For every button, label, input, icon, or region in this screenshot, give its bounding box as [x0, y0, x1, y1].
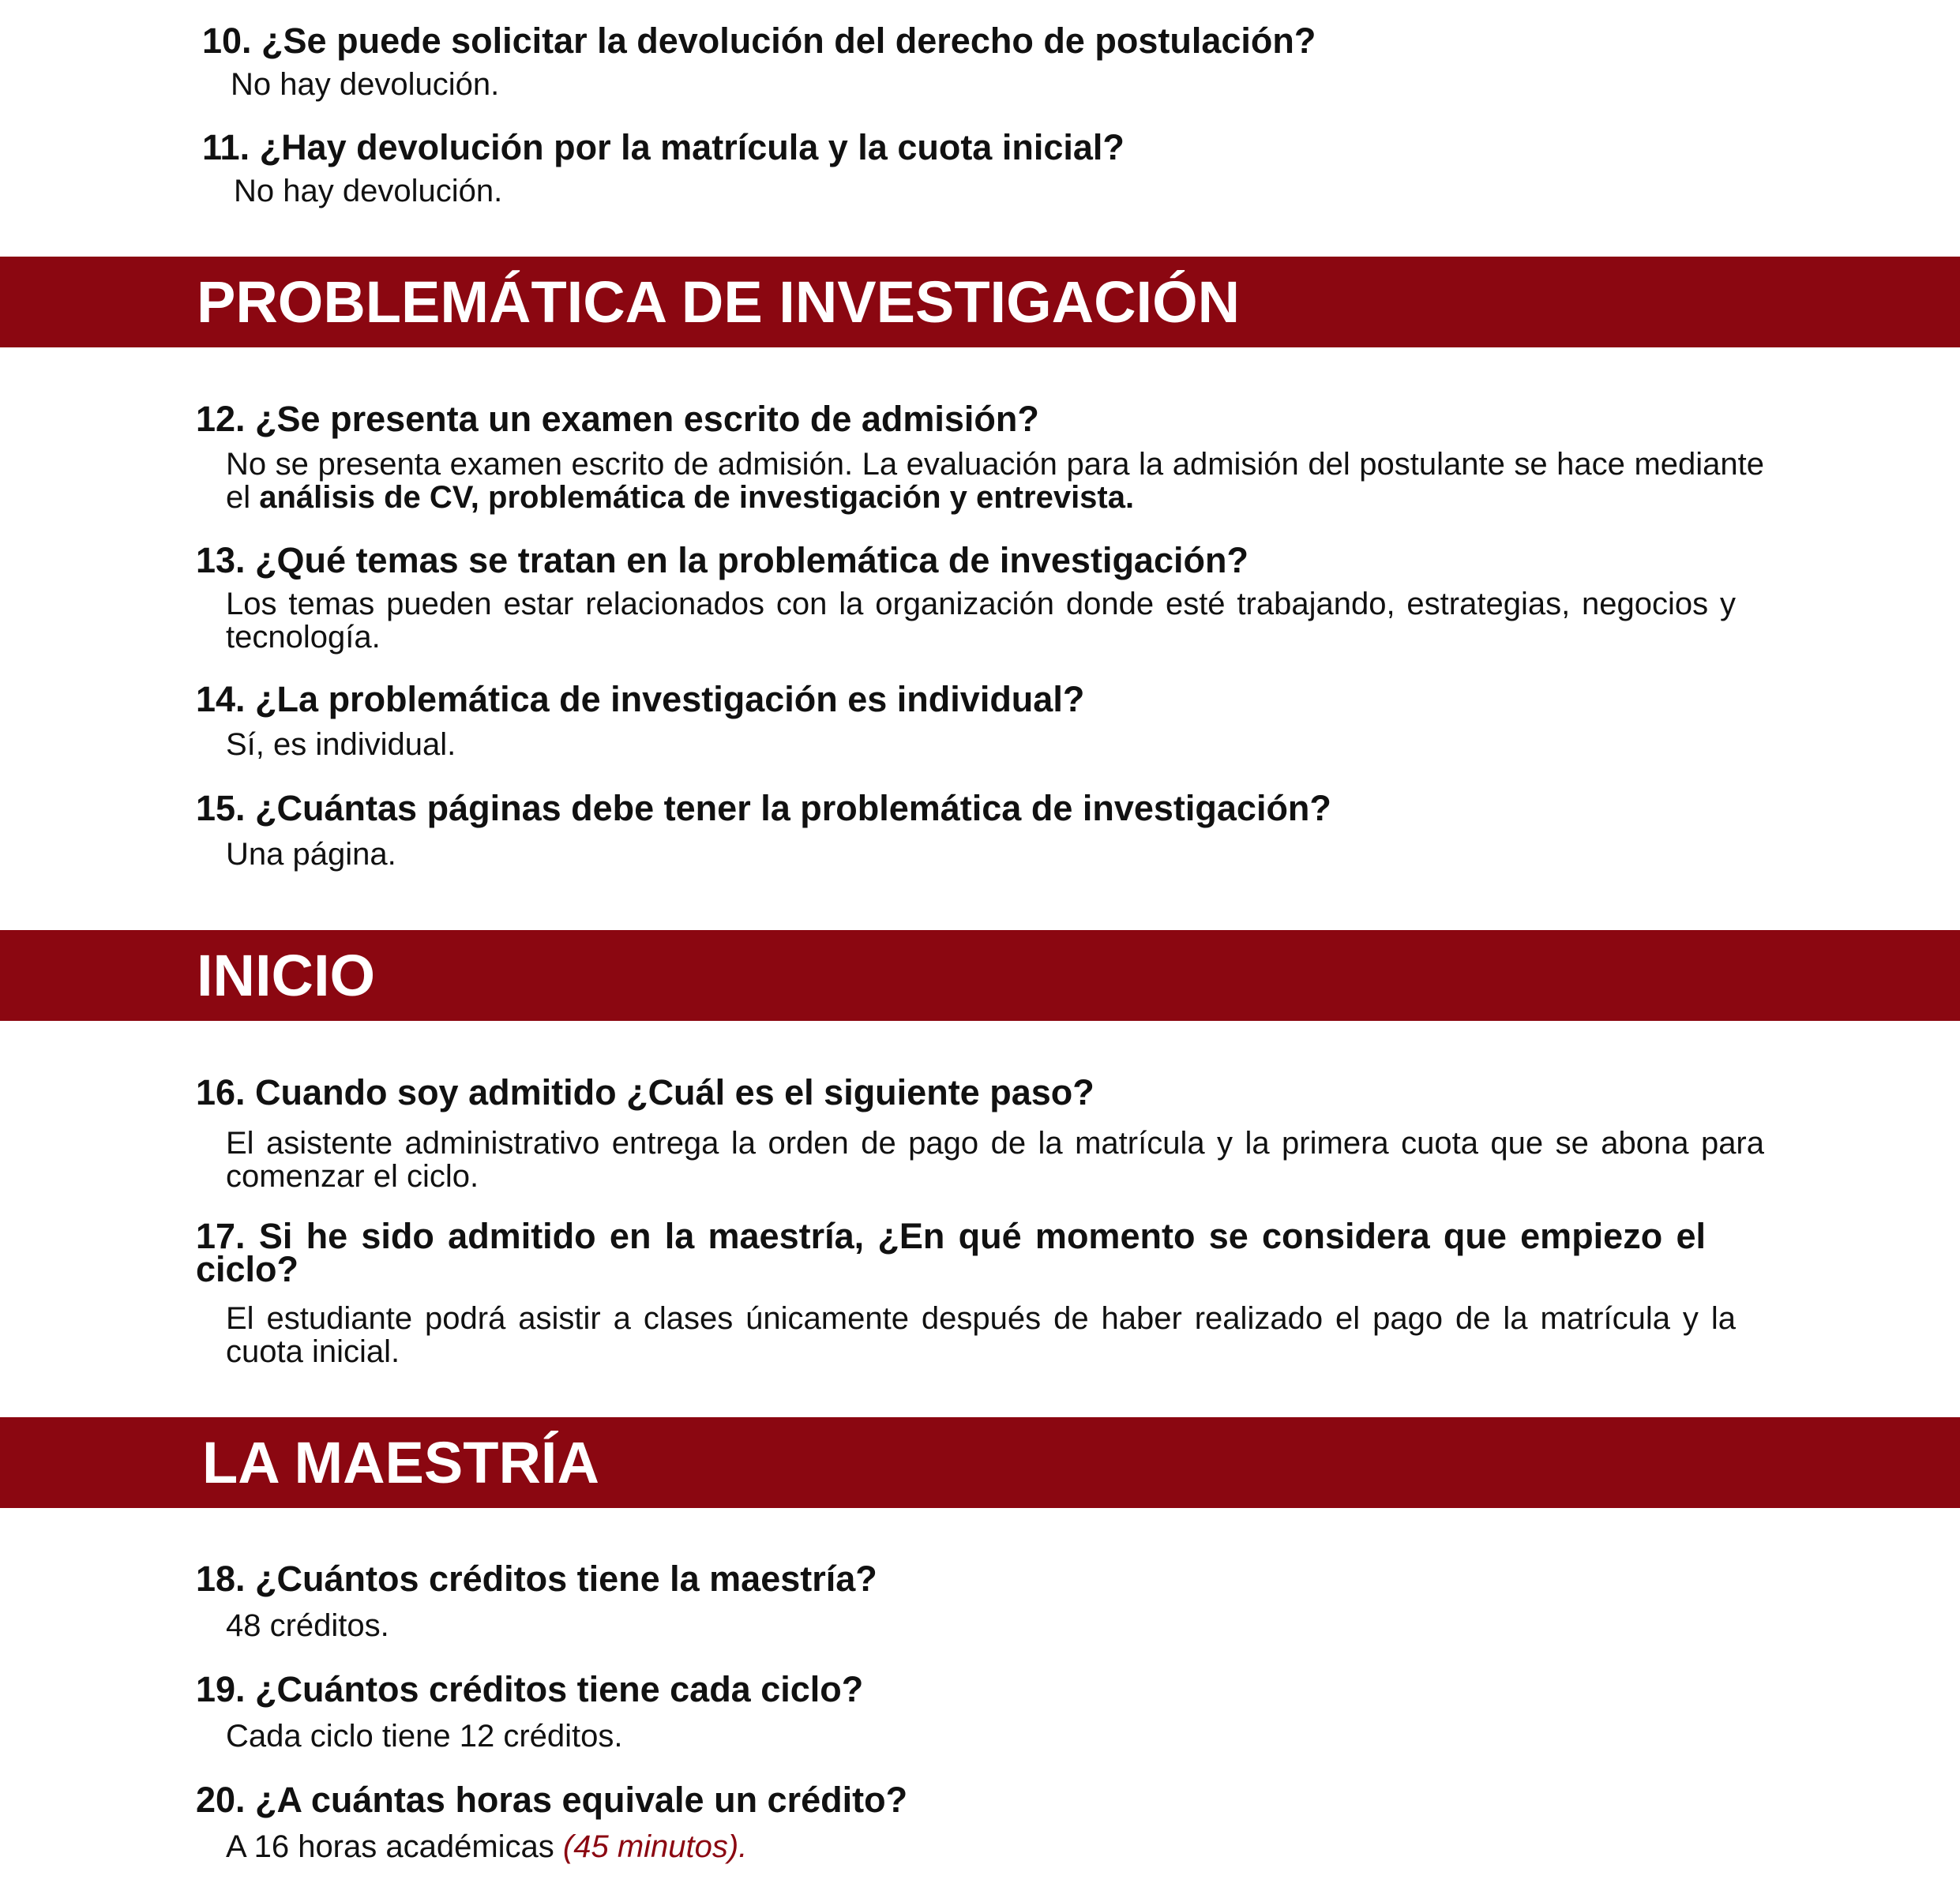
faq-question-16: 16. Cuando soy admitido ¿Cuál es el siguiente paso?	[196, 1072, 1095, 1112]
faq-answer-16: El asistente administrativo entrega la orden de pago de la matrícula y la primera cuota que se abona para comenzar el ciclo.	[226, 1126, 1764, 1194]
faq-question-17: 17. Si he sido admitido en la maestría, ¿En qué momento se considera que empiezo el ciclo?	[196, 1216, 1706, 1289]
faq-question-14: 14. ¿La problemática de investigación es individual?	[196, 679, 1085, 719]
faq-question-10: 10. ¿Se puede solicitar la devolución del derecho de postulación?	[202, 21, 1316, 61]
faq-answer-12	[226, 448, 1764, 514]
faq-answer-12-emphasis: análisis de CV, problemática de investigación y entrevista.	[259, 480, 1135, 515]
faq-question-15: 15. ¿Cuántas páginas debe tener la problemática de investigación?	[196, 788, 1331, 828]
faq-answer-20-text: A 16 horas académicas	[226, 1829, 563, 1864]
section-title-inicio: INICIO	[197, 943, 376, 1008]
faq-question-12: 12. ¿Se presenta un examen escrito de admisión?	[196, 399, 1039, 439]
section-banner-maestria	[0, 1417, 1960, 1508]
section-banner-problematica	[0, 257, 1960, 347]
faq-answer-13: Los temas pueden estar relacionados con la organización donde esté trabajando, estrategias, negocios y tecnología.	[226, 587, 1736, 655]
faq-answer-10: No hay devolución.	[231, 67, 500, 102]
faq-answer-20	[226, 1830, 747, 1863]
faq-answer-11: No hay devolución.	[234, 174, 503, 208]
faq-answer-15: Una página.	[226, 837, 396, 872]
faq-answer-20-duration: (45 minutos).	[562, 1829, 748, 1864]
faq-answer-14: Sí, es individual.	[226, 727, 456, 762]
faq-question-19: 19. ¿Cuántos créditos tiene cada ciclo?	[196, 1669, 864, 1709]
faq-answer-18: 48 créditos.	[226, 1608, 389, 1643]
section-title-maestria: LA MAESTRÍA	[202, 1430, 599, 1495]
faq-question-20: 20. ¿A cuántas horas equivale un crédito?	[196, 1780, 908, 1820]
faq-answer-17: El estudiante podrá asistir a clases únicamente después de haber realizado el pago de la matrícula y la cuota inicial.	[226, 1301, 1736, 1369]
faq-question-18: 18. ¿Cuántos créditos tiene la maestría?	[196, 1559, 877, 1599]
section-banner-inicio	[0, 930, 1960, 1021]
faq-answer-19: Cada ciclo tiene 12 créditos.	[226, 1719, 623, 1754]
faq-question-13: 13. ¿Qué temas se tratan en la problemática de investigación?	[196, 540, 1248, 580]
section-title-problematica: PROBLEMÁTICA DE INVESTIGACIÓN	[197, 269, 1241, 335]
faq-question-11: 11. ¿Hay devolución por la matrícula y la cuota inicial?	[202, 127, 1125, 167]
faq-answer-12-text: No se presenta examen escrito de admisión. La evaluación para la admisión del postulante se hace mediante el	[226, 447, 1764, 515]
